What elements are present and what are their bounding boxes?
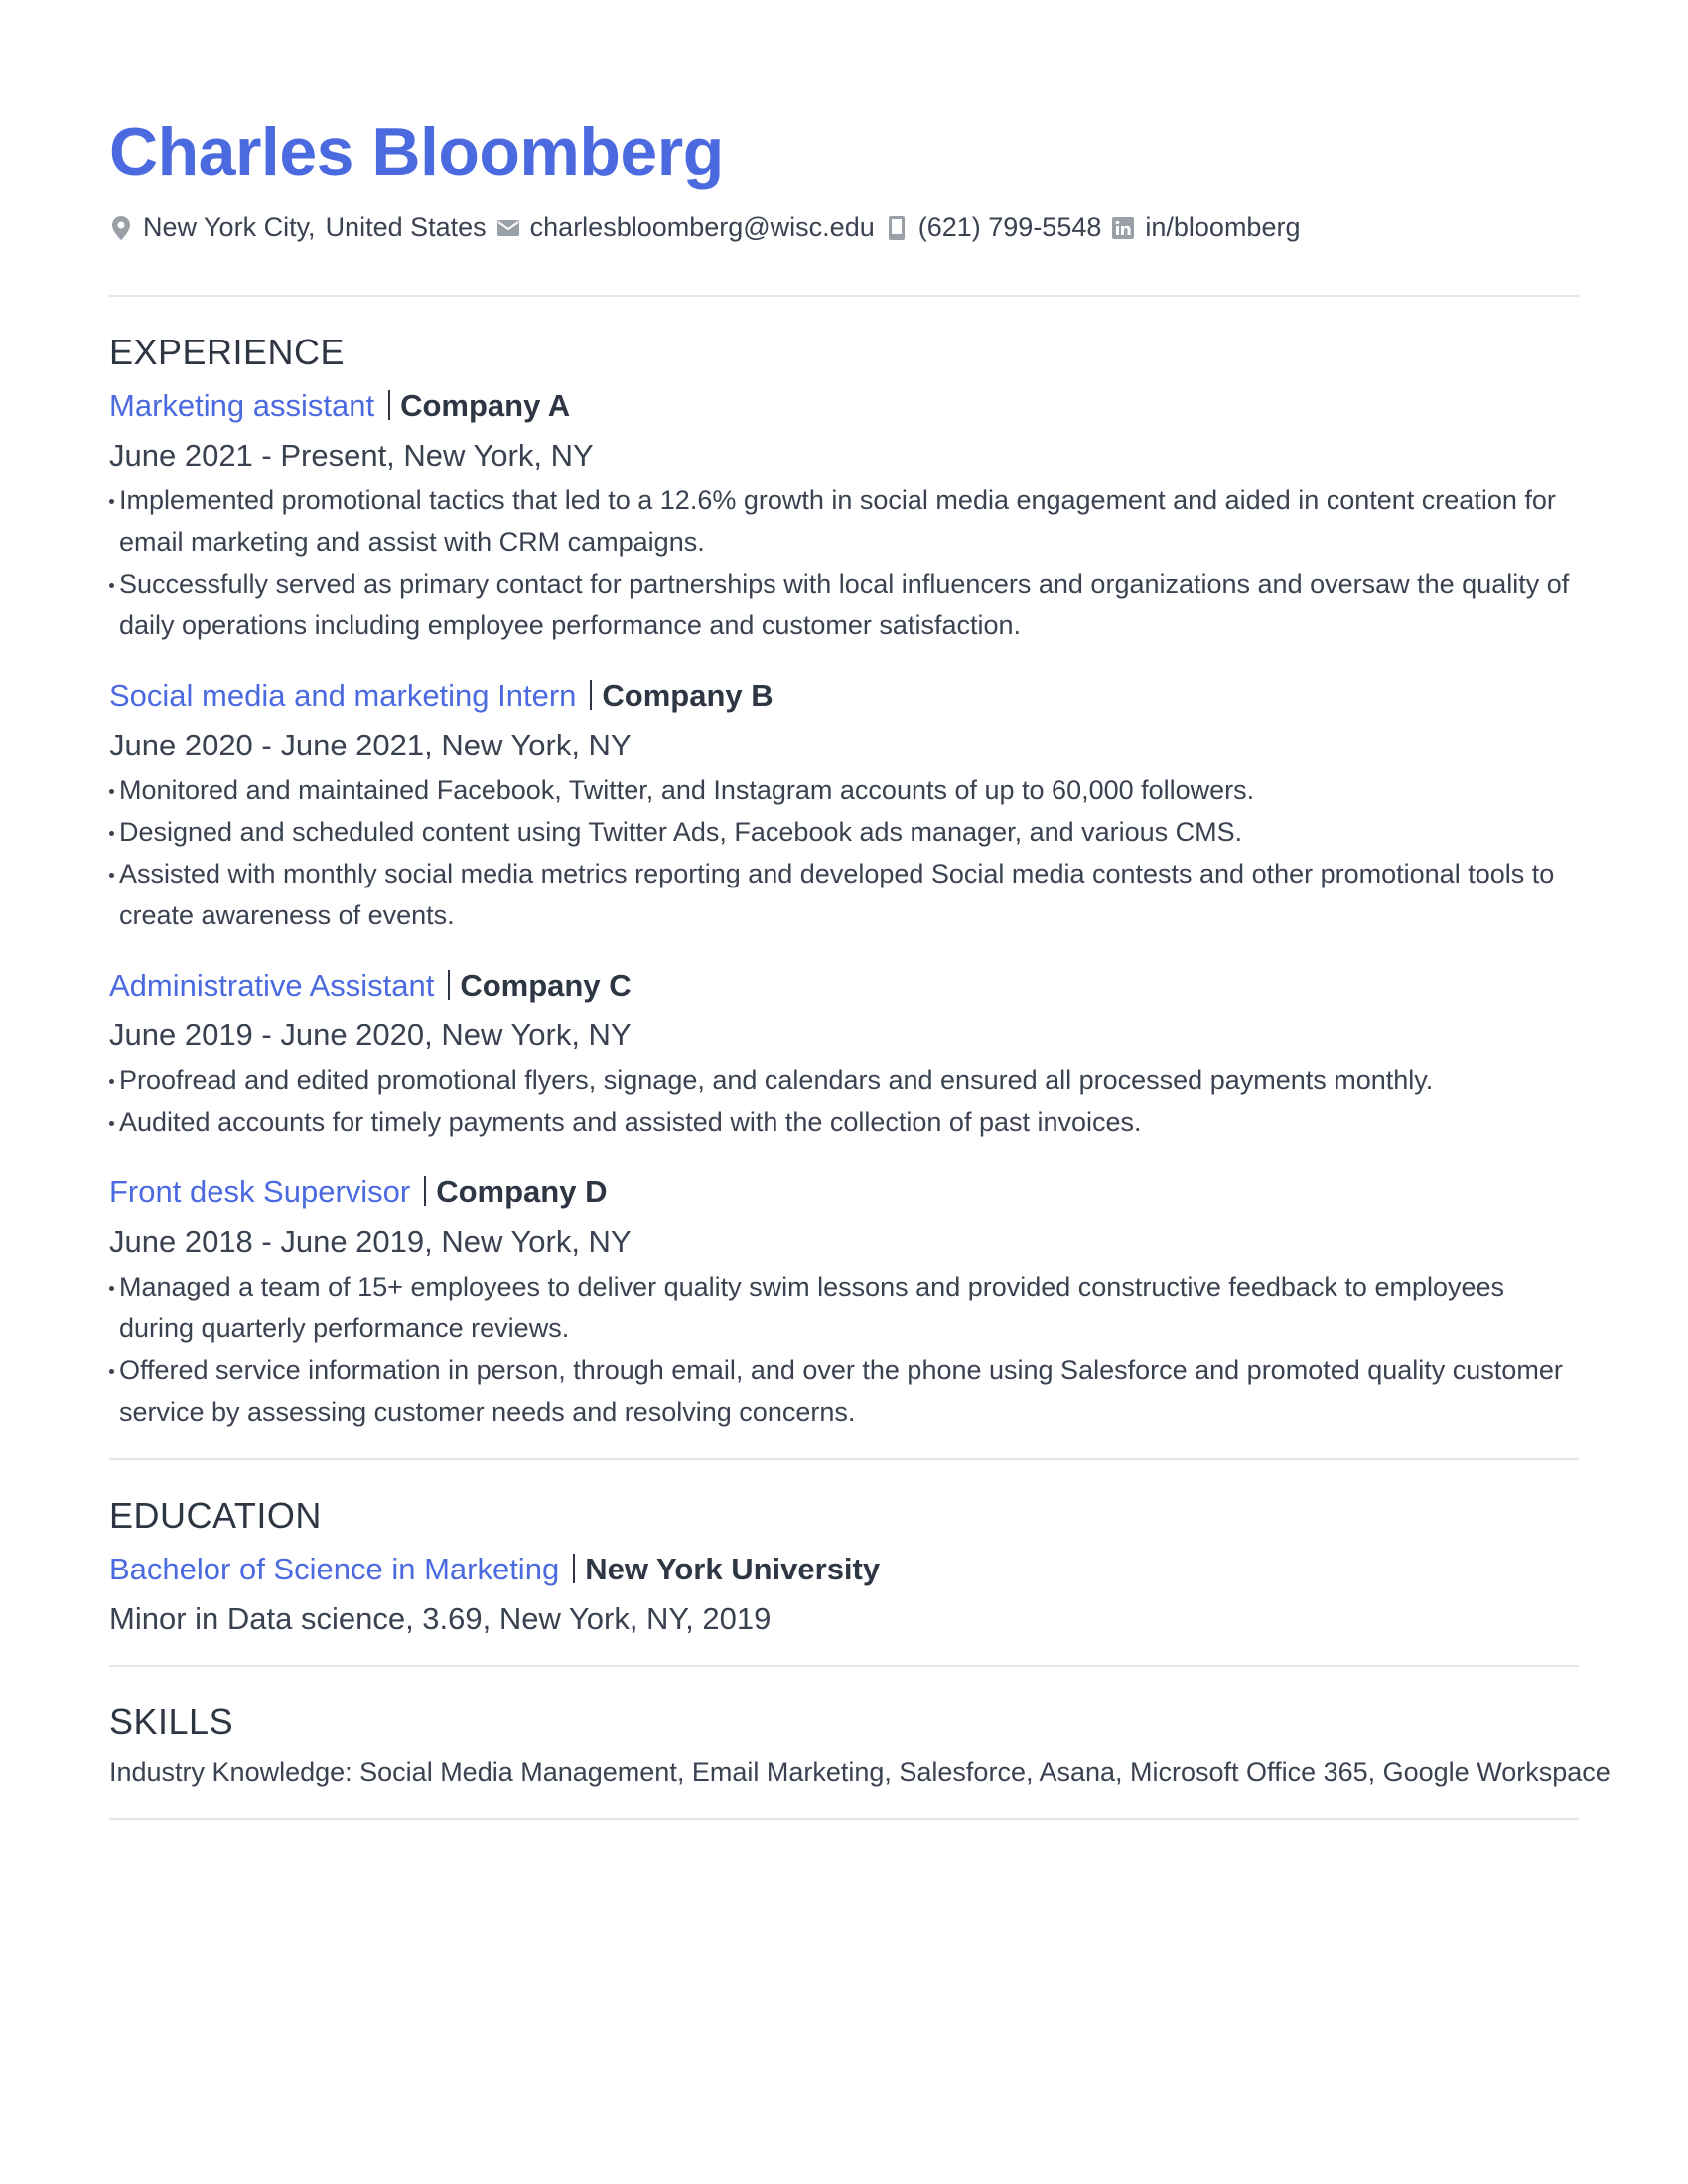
contact-location [109,212,487,243]
degree-name: Bachelor of Science in Marketing [109,1552,560,1586]
bullet-list [109,769,1579,936]
section-title-education: EDUCATION [109,1495,322,1536]
company-name: Company B [602,678,774,713]
experience-entry [109,1172,1579,1433]
bullet-item: Proofread and edited promotional flyers, signage, and calendars and ensured all processed payments monthly. [109,1059,1579,1101]
separator-bar [448,970,450,1000]
degree-line [109,1550,1579,1589]
linkedin-text[interactable]: in/bloomberg [1145,212,1301,242]
job-title: Social media and marketing Intern [109,678,577,713]
skills-list: Industry Knowledge: Social Media Management, Email Marketing, Salesforce, Asana, Microsoft Office 365, Google Workspace [109,1757,1611,1787]
candidate-name: Charles Bloomberg [109,114,724,190]
bullet-list [109,1059,1579,1143]
role-line [109,1172,1579,1212]
company-name: Company D [436,1174,608,1209]
job-dates-location: June 2020 - June 2021, New York, NY [109,728,632,762]
contact-email[interactable] [496,212,875,243]
role-line [109,676,1579,716]
bullet-item: Successfully served as primary contact for partnerships with local influencers and organizations and oversaw the quality of daily operations including employee performance and customer satisfaction. [109,563,1579,646]
contact-linkedin[interactable] [1111,212,1300,243]
job-dates-location: June 2018 - June 2019, New York, NY [109,1224,632,1259]
bullet-item: Monitored and maintained Facebook, Twitter, and Instagram accounts of up to 60,000 followers. [109,769,1579,811]
bullet-list [109,1266,1579,1433]
contact-line [109,212,1579,243]
job-title: Front desk Supervisor [109,1174,411,1209]
location-pin-icon [109,215,133,241]
separator-bar [424,1176,426,1206]
education-entry [109,1550,1579,1639]
experience-entry [109,676,1579,936]
education-section [109,1460,1579,1665]
divider [109,1818,1579,1820]
bullet-item: Designed and scheduled content using Twitter Ads, Facebook ads manager, and various CMS. [109,811,1579,853]
skills-section [109,1667,1611,1818]
job-title: Marketing assistant [109,388,375,423]
section-title-experience: EXPERIENCE [109,332,346,372]
phone-text[interactable]: (621) 799-5548 [917,212,1102,242]
education-details: Minor in Data science, 3.69, New York, NY, 2019 [109,1601,772,1636]
bullet-item: Offered service information in person, through email, and over the phone using Salesforce and promoted quality customer service by assessing customer needs and resolving concerns. [109,1349,1579,1433]
separator-bar [573,1554,575,1583]
job-dates-location: June 2019 - June 2020, New York, NY [109,1018,632,1052]
job-dates-location: June 2021 - Present, New York, NY [109,438,594,473]
role-line [109,966,1579,1006]
separator-bar [388,390,390,420]
location-country: United States [325,212,487,242]
bullet-list [109,479,1579,646]
experience-section [109,297,1579,1458]
experience-entry [109,386,1579,646]
bullet-item: Audited accounts for timely payments and assisted with the collection of past invoices. [109,1101,1579,1143]
bullet-item: Managed a team of 15+ employees to deliver quality swim lessons and provided constructive feedback to employees during quarterly performance reviews. [109,1266,1579,1349]
separator-bar [590,680,592,710]
phone-icon [885,215,909,241]
school-name: New York University [585,1552,881,1586]
location-city: New York City, [143,212,316,242]
role-line [109,386,1579,426]
envelope-icon [496,215,520,241]
linkedin-icon [1111,215,1135,241]
email-text[interactable]: charlesbloomberg@wisc.edu [529,212,875,242]
contact-phone[interactable] [885,212,1102,243]
bullet-item: Assisted with monthly social media metrics reporting and developed Social media contests and other promotional tools to create awareness of events. [109,853,1579,936]
company-name: Company C [460,968,632,1003]
experience-entry [109,966,1579,1143]
company-name: Company A [400,388,571,423]
section-title-skills: SKILLS [109,1702,234,1742]
bullet-item: Implemented promotional tactics that led to a 12.6% growth in social media engagement and aided in content creation for email marketing and assist with CRM campaigns. [109,479,1579,563]
job-title: Administrative Assistant [109,968,435,1003]
